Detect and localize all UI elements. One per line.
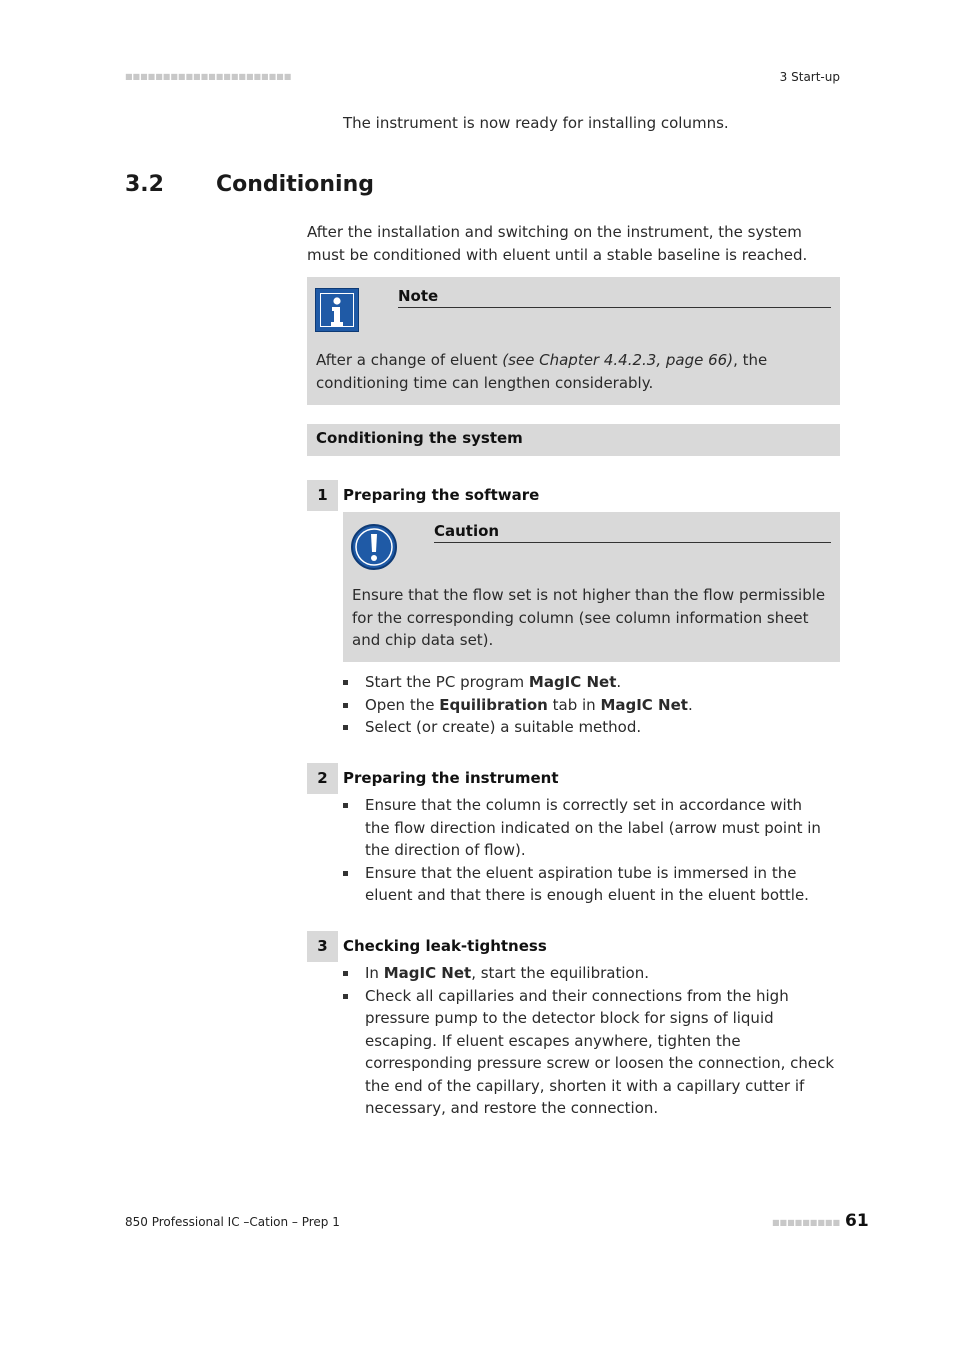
list-item: Select (or create) a suitable method.	[343, 716, 823, 739]
step-1-bullets	[343, 671, 823, 739]
list-item: Ensure that the column is correctly set in accordance with the flow direction indicated on the label (arrow must point in the direction of flow).	[343, 794, 825, 862]
list-item: In MagIC Net, start the equilibration.	[343, 962, 835, 985]
step-2-bullets	[343, 794, 825, 907]
step-number-3: 3	[307, 931, 338, 962]
step-3-bullets	[343, 962, 835, 1120]
running-header-chapter: 3 Start-up	[779, 70, 840, 84]
section-number: 3.2	[125, 172, 164, 197]
step-title-1: Preparing the software	[343, 486, 540, 504]
exclamation-icon	[351, 524, 397, 570]
step-number-2: 2	[307, 763, 338, 794]
chapter-reference: (see Chapter 4.4.2.3, page 66)	[502, 351, 734, 369]
note-heading: Note	[398, 287, 831, 308]
caution-text: Ensure that the flow set is not higher than the flow permissible for the corresponding column (see column information sheet and chip data set).	[352, 586, 826, 649]
footer-decoration: ■■■■■■■■■	[772, 1218, 841, 1227]
step-title-3: Checking leak-tightness	[343, 937, 547, 955]
section-title: Conditioning	[216, 172, 374, 197]
list-item: Ensure that the eluent aspiration tube is immersed in the eluent and that there is enough eluent in the eluent bottle.	[343, 862, 825, 907]
caution-heading: Caution	[434, 522, 831, 543]
intro-line: The instrument is now ready for installing columns.	[343, 114, 729, 132]
list-item: Check all capillaries and their connections from the high pressure pump to the detector block for signs of liquid escaping. If eluent escapes anywhere, tighten the corresponding pressure screw or loosen the connection, check the end of the capillary, shorten it with a capillary cutter if necessary, and restore the connection.	[343, 985, 835, 1120]
list-item: Start the PC program MagIC Net.	[343, 671, 823, 694]
section-paragraph: After the installation and switching on the instrument, the system must be conditioned with eluent until a stable baseline is reached.	[307, 223, 808, 264]
procedure-title: Conditioning the system	[316, 429, 523, 447]
note-text: After a change of eluent (see Chapter 4.4.2.3, page 66), the conditioning time can lengthen considerably.	[316, 351, 768, 392]
page-number: 61	[845, 1211, 869, 1231]
step-number-1: 1	[307, 480, 338, 511]
info-icon	[315, 288, 359, 332]
list-item: Open the Equilibration tab in MagIC Net.	[343, 694, 823, 717]
header-decoration: ■■■■■■■■■■■■■■■■■■■■■■	[125, 72, 292, 81]
step-title-2: Preparing the instrument	[343, 769, 559, 787]
footer-product-name: 850 Professional IC –Cation – Prep 1	[125, 1215, 340, 1229]
